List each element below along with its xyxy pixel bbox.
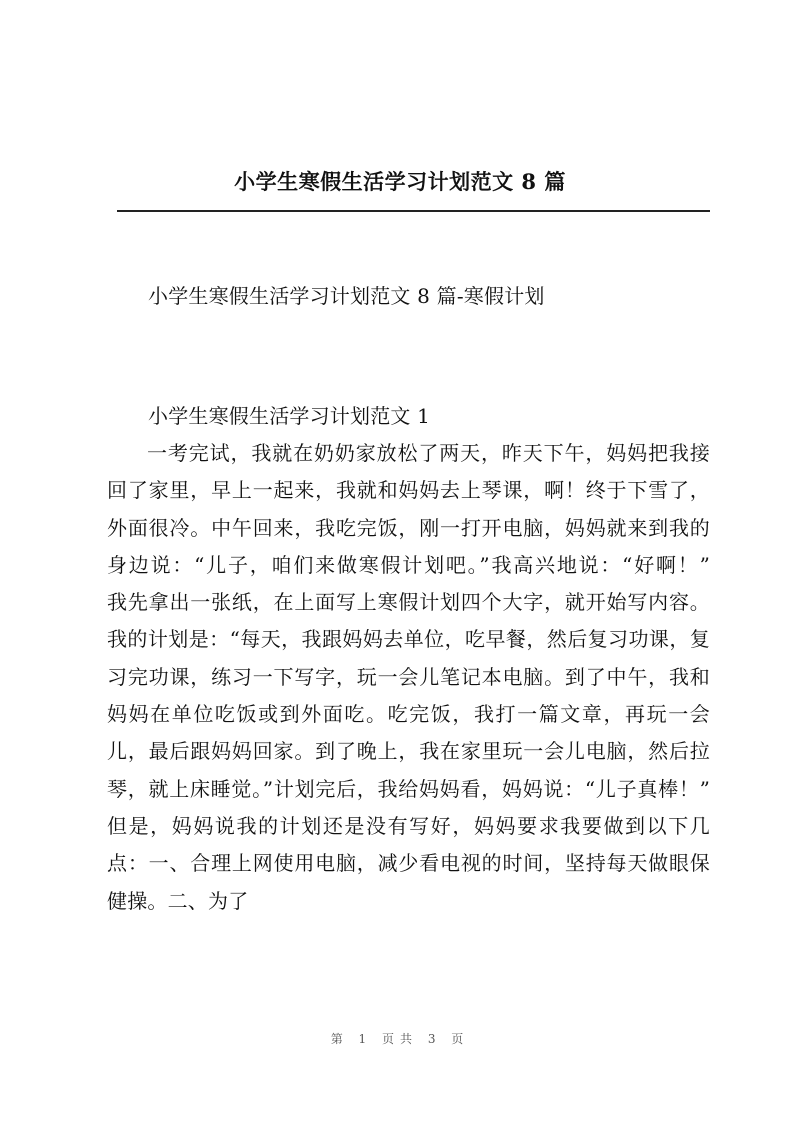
page-number-footer: 第 1 页共 3 页 [330,1032,470,1046]
title-divider [117,210,710,212]
section-heading: 小学生寒假生活学习计划范文 1 [148,404,431,428]
body-paragraph: 一考完试，我就在奶奶家放松了两天，昨天下午，妈妈把我接回了家里，早上一起来，我就和妈妈去上琴课，啊！终于下雪了，外面很冷。中午回来，我吃完饭，刚一打开电脑，妈妈就来到我的身边说：“儿子，咱们来做寒假计划吧。”我高兴地说：“好啊！” 我先拿出一张纸，在上面写上寒假计划四个大字，就开始写内容。我的计划是：“每天，我跟妈妈去单位，吃早餐，然后复习功课，复习完功课，练习一下写字，玩一会儿笔记本电脑。到了中午，我和妈妈在单位吃饭或到外面吃。吃完饭，我打一篇文章，再玩一会儿，最后跟妈妈回家。到了晚上，我在家里玩一会儿电脑，然后拉琴，就上床睡觉。”计划完后，我给妈妈看，妈妈说：“儿子真棒！” 但是，妈妈说我的计划还是没有写好，妈妈要求我要做到以下几点：一、合理上网使用电脑，减少看电视的时间，坚持每天做眼保健操。二、为了 [107,441,751,913]
document-subtitle: 小学生寒假生活学习计划范文 8 篇-寒假计划 [148,284,545,308]
document-title: 小学生寒假生活学习计划范文 8 篇 [234,169,566,194]
